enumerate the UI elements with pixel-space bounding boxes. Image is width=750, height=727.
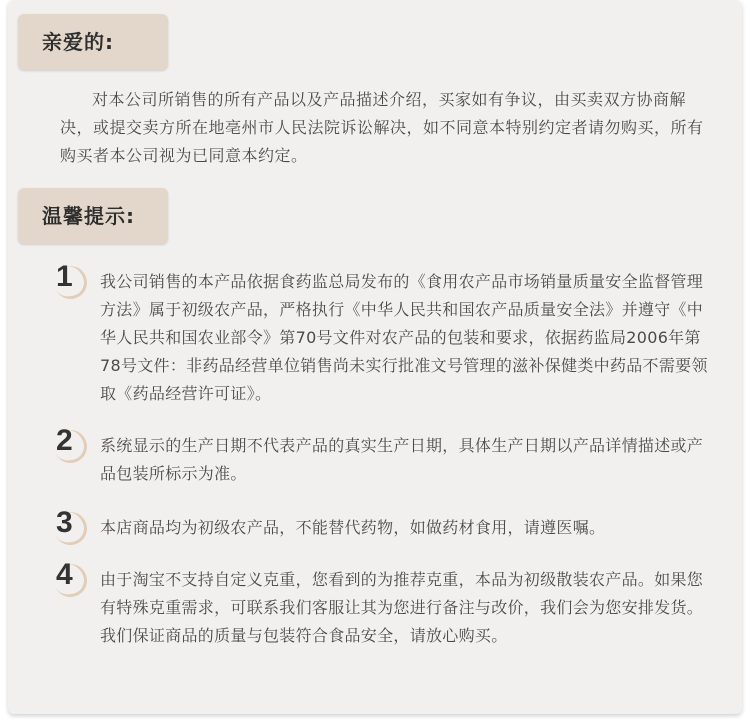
notice-number: 4 bbox=[56, 558, 73, 591]
notice-number: 2 bbox=[56, 424, 73, 457]
number-badge bbox=[52, 424, 90, 466]
greeting-heading: 亲爱的: bbox=[18, 14, 168, 70]
notice-card bbox=[8, 0, 742, 714]
disclaimer-paragraph: 对本公司所销售的所有产品以及产品描述介绍，买家如有争议，由买卖双方协商解决，或提交卖方所在地亳州市人民法院诉讼解决，如不同意本特别约定者请勿购买，所有购买者本公司视为已同意本约定。 bbox=[60, 90, 704, 165]
number-badge bbox=[52, 260, 90, 302]
notice-text: 本店商品均为初级农产品，不能替代药物，如做药材食用，请遵医嘱。 bbox=[100, 518, 606, 537]
number-badge bbox=[52, 558, 90, 600]
notice-text: 系统显示的生产日期不代表产品的真实生产日期，具体生产日期以产品详情描述或产品包装所标示为准。 bbox=[100, 436, 704, 483]
notice-text: 由于淘宝不支持自定义克重，您看到的为推荐克重，本品为初级散装农产品。如果您有特殊克重需求，可联系我们客服让其为您进行备注与改价，我们会为您安排发货。我们保证商品的质量与包装符合食品安全，请放心购买。 bbox=[100, 570, 704, 645]
tips-heading: 温馨提示: bbox=[18, 188, 168, 244]
notice-text: 我公司销售的本产品依据食药监总局发布的《食用农产品市场销量质量安全监督管理方法》属于初级农产品，严格执行《中华人民共和国农产品质量安全法》并遵守《中华人民共和国农业部令》第70号文件对农产品的包装和要求，依据药监局2006年第78号文件：非药品经营单位销售尚未实行批准文号管理的滋补保健类中药品不需要领取《药品经营许可证》。 bbox=[100, 272, 708, 403]
number-badge bbox=[52, 506, 90, 548]
notice-number: 3 bbox=[56, 506, 73, 539]
notice-number: 1 bbox=[56, 260, 73, 293]
